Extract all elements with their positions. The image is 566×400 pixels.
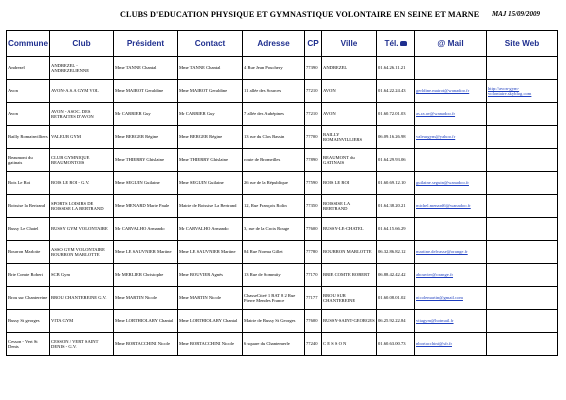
- commune-cell: Boissise la Bertrand: [7, 195, 50, 218]
- president-cell: Mme TANNE Chantal: [114, 57, 178, 80]
- president-cell: Mme SEGUIN Guilaine: [114, 172, 178, 195]
- col-contact: Contact: [178, 31, 243, 57]
- table-header-row: [7, 31, 558, 57]
- table-row: [7, 241, 558, 264]
- col-president: Président: [114, 31, 178, 57]
- contact-cell: Mairie de Boissise La Bertrand: [178, 195, 243, 218]
- president-cell: Mme MAIROT Geraldine: [114, 80, 178, 103]
- club-cell: CESSON / VERT SAINT DENIS - G.V.: [50, 333, 114, 356]
- site-cell: [487, 241, 558, 264]
- commune-cell: Bourron Marlotte: [7, 241, 50, 264]
- cp-cell: 77780: [305, 241, 322, 264]
- site-cell: [487, 310, 558, 333]
- commune-cell: Avon: [7, 80, 50, 103]
- adresse-cell: 13 rue du Clos Bassin: [243, 126, 305, 149]
- site-cell: [487, 287, 558, 310]
- cp-cell: 77600: [305, 310, 322, 333]
- ville-cell: BAILLY ROMAINVILLIERS: [322, 126, 377, 149]
- table-row: [7, 264, 558, 287]
- commune-cell: Beaumont du gatinais: [7, 149, 50, 172]
- cp-cell: 77210: [305, 103, 322, 126]
- mail-cell[interactable]: michel.menard6@wanadoo.fr: [415, 195, 487, 218]
- col-tel-label: Tél.: [384, 39, 399, 48]
- club-cell: ASSO GYM VOLONTAIRE BOURRON MARLOTTE: [50, 241, 114, 264]
- ville-cell: BOIS LE ROI: [322, 172, 377, 195]
- contact-cell: Mme BORTACCHINI Nicole: [178, 333, 243, 356]
- contact-cell: Mme MARTIN Nicole: [178, 287, 243, 310]
- col-cp: CP: [305, 31, 322, 57]
- col-tel: [377, 31, 415, 57]
- table-row: [7, 195, 558, 218]
- mail-cell[interactable]: guilaine.seguin@wanadoo.fr: [415, 172, 487, 195]
- cp-cell: 77170: [305, 264, 322, 287]
- tel-cell: 01.64.15.66.29: [377, 218, 415, 241]
- clubs-table: [6, 30, 558, 356]
- club-cell: VALEUR GYM: [50, 126, 114, 149]
- table-row: [7, 218, 558, 241]
- site-cell: [487, 57, 558, 80]
- table-row: [7, 126, 558, 149]
- mail-cell[interactable]: valeurgym@yahoo.fr: [415, 126, 487, 149]
- site-cell: [487, 172, 558, 195]
- site-cell: [487, 103, 558, 126]
- contact-cell: Mme BOUVIER Agnès: [178, 264, 243, 287]
- adresse-cell: 13 Rue de Sommity: [243, 264, 305, 287]
- adresse-cell: Mairie de Bussy St Georges: [243, 310, 305, 333]
- club-cell: CLUB GYMNIQUE BEAUMONTOIS: [50, 149, 114, 172]
- president-cell: Mr MERLIER Christophe: [114, 264, 178, 287]
- president-cell: Mme MENARD Marie Paule: [114, 195, 178, 218]
- adresse-cell: route de Bromeilles: [243, 149, 305, 172]
- site-cell: [487, 126, 558, 149]
- mail-cell[interactable]: nicolemartin@gmail.com: [415, 287, 487, 310]
- col-site: Site Web: [487, 31, 558, 57]
- col-commune: Commune: [7, 31, 50, 57]
- club-cell: AVON-A.S.A GYM VOL: [50, 80, 114, 103]
- table-row: [7, 103, 558, 126]
- president-cell: Mme LORTHIOLARY Chantal: [114, 310, 178, 333]
- site-cell[interactable]: http://avon-gym-volontaire.skyblog.com: [487, 80, 558, 103]
- club-cell: SCB Gym: [50, 264, 114, 287]
- adresse-cell: 7 allée des Aubépines: [243, 103, 305, 126]
- adresse-cell: 3, rue de la Croix Rouge: [243, 218, 305, 241]
- adresse-cell: 4 Rue Jean Pouchery: [243, 57, 305, 80]
- table-row: [7, 287, 558, 310]
- commune-cell: Andrezel: [7, 57, 50, 80]
- commune-cell: Brou sur Chantereine: [7, 287, 50, 310]
- table-row: [7, 172, 558, 195]
- tel-cell: 01.60.69.12.10: [377, 172, 415, 195]
- cp-cell: 77350: [305, 195, 322, 218]
- contact-cell: Mme LORTHIOLARY Chantal: [178, 310, 243, 333]
- adresse-cell: 6 square du Chantemerle: [243, 333, 305, 356]
- contact-cell: Mme BERGER Régine: [178, 126, 243, 149]
- mail-cell[interactable]: martine.delvasse@orange.fr: [415, 241, 487, 264]
- col-ville: Ville: [322, 31, 377, 57]
- ville-cell: BRIE COMTE ROBERT: [322, 264, 377, 287]
- adresse-cell: ChasseCiteé 1 BAT 8 2 Rue Pierre Mendes France: [243, 287, 305, 310]
- club-cell: BUSSY GYM VOLONTAIRE: [50, 218, 114, 241]
- site-cell: [487, 195, 558, 218]
- ville-cell: AVON: [322, 103, 377, 126]
- ville-cell: AVON: [322, 80, 377, 103]
- site-cell: [487, 264, 558, 287]
- site-cell: [487, 149, 558, 172]
- president-cell: Mme BERGER Régine: [114, 126, 178, 149]
- col-adresse: Adresse: [243, 31, 305, 57]
- site-cell: [487, 333, 558, 356]
- tel-cell: 01.60.08.01.02: [377, 287, 415, 310]
- col-mail: @ Mail: [415, 31, 487, 57]
- contact-cell: Mme MAIROT Geraldine: [178, 80, 243, 103]
- tel-cell: 01.60.72.01.03: [377, 103, 415, 126]
- contact-cell: Mme SEGUIN Guilaine: [178, 172, 243, 195]
- page-title: CLUBS D'EDUCATION PHYSIQUE ET GYMNASTIQUE VOLONTAIRE EN SEINE ET MARNE: [120, 10, 480, 19]
- president-cell: Mme MARTIN Nicole: [114, 287, 178, 310]
- table-row: [7, 57, 558, 80]
- commune-cell: Bussy St georges: [7, 310, 50, 333]
- tel-cell: 06.25.92.22.84: [377, 310, 415, 333]
- ville-cell: BUSSY-SAINT-GEORGES: [322, 310, 377, 333]
- contact-cell: Mr CARRIER Guy: [178, 103, 243, 126]
- president-cell: Mr CARRIER Guy: [114, 103, 178, 126]
- mail-cell: [415, 149, 487, 172]
- club-cell: SPORTS LOISIRS DE BOISSISE LA BERTRAND: [50, 195, 114, 218]
- tel-cell: 01.64.29.93.06: [377, 149, 415, 172]
- cp-cell: 77590: [305, 172, 322, 195]
- tel-cell: 01.64.38.20.21: [377, 195, 415, 218]
- president-cell: Mme BORTACCHINI Nicole: [114, 333, 178, 356]
- mail-cell[interactable]: vitagym@hotmail.fr: [415, 310, 487, 333]
- adresse-cell: 26 rue de la République: [243, 172, 305, 195]
- commune-cell: Cesson - Vert St Denis: [7, 333, 50, 356]
- contact-cell: Mme LE SAUVNIER Martine: [178, 241, 243, 264]
- president-cell: Mme LE SAUVNIER Martine: [114, 241, 178, 264]
- table-row: [7, 310, 558, 333]
- mail-cell: [415, 218, 487, 241]
- club-cell: ANDREZEL - ANDREZELIENNE: [50, 57, 114, 80]
- ville-cell: C E S S O N: [322, 333, 377, 356]
- cp-cell: 77600: [305, 218, 322, 241]
- club-cell: BROU CHANTEREINE G.V.: [50, 287, 114, 310]
- table-row: [7, 80, 558, 103]
- ville-cell: ANDREZEL: [322, 57, 377, 80]
- tel-cell: 01.64.22.24.43: [377, 80, 415, 103]
- table-row: [7, 149, 558, 172]
- club-cell: BOIS LE ROI - G.V.: [50, 172, 114, 195]
- tel-cell: 06.32.86.82.12: [377, 241, 415, 264]
- mail-cell[interactable]: nbortacchini@sfr.fr: [415, 333, 487, 356]
- contact-cell: Mr CARVALHO Armando: [178, 218, 243, 241]
- ville-cell: BROU SUR CHANTEREINE: [322, 287, 377, 310]
- col-club: Club: [50, 31, 114, 57]
- contact-cell: Mme THIERRY Ghislaine: [178, 149, 243, 172]
- mail-cell[interactable]: as.ra.av@wanadoo.fr: [415, 103, 487, 126]
- commune-cell: Bois Le Roi: [7, 172, 50, 195]
- tel-cell: 01.60.63.00.73: [377, 333, 415, 356]
- table-row: [7, 333, 558, 356]
- cp-cell: 77240: [305, 333, 322, 356]
- president-cell: Mr CARVALHO Armando: [114, 218, 178, 241]
- adresse-cell: 11 allée des Sources: [243, 80, 305, 103]
- site-cell: [487, 218, 558, 241]
- mail-cell: [415, 57, 487, 80]
- cp-cell: 77700: [305, 126, 322, 149]
- ville-cell: BEAUMONT du GATINAIS: [322, 149, 377, 172]
- cp-cell: 77210: [305, 80, 322, 103]
- cp-cell: 77390: [305, 57, 322, 80]
- ville-cell: BUSSY-LE-CHATEL: [322, 218, 377, 241]
- ville-cell: BOISSISE LA BERTRAND: [322, 195, 377, 218]
- club-cell: AVON - ASOC. DES RETRAITES D'AVON: [50, 103, 114, 126]
- commune-cell: Avon: [7, 103, 50, 126]
- mail-cell[interactable]: gerldine.mairot@wanadoo.fr: [415, 80, 487, 103]
- commune-cell: Bailly Romainvilliers: [7, 126, 50, 149]
- cp-cell: 77177: [305, 287, 322, 310]
- adresse-cell: 12, Rue François Rolin: [243, 195, 305, 218]
- update-date: MAJ 15/09/2009: [491, 10, 540, 18]
- commune-cell: Brie Comte Robert: [7, 264, 50, 287]
- ville-cell: BOURRON MARLOTTE: [322, 241, 377, 264]
- tel-cell: 06.88.42.42.42: [377, 264, 415, 287]
- phone-icon: [400, 41, 407, 46]
- mail-cell[interactable]: abouvier@orange.fr: [415, 264, 487, 287]
- cp-cell: 77890: [305, 149, 322, 172]
- tel-cell: 06.09.16.26.98: [377, 126, 415, 149]
- tel-cell: 01.64.26.11.21: [377, 57, 415, 80]
- adresse-cell: 84 Rue Norma Gillet: [243, 241, 305, 264]
- contact-cell: Mme TANNE Chantal: [178, 57, 243, 80]
- president-cell: Mme THIERRY Ghislaine: [114, 149, 178, 172]
- commune-cell: Bussy Le Chatel: [7, 218, 50, 241]
- club-cell: VITA GYM: [50, 310, 114, 333]
